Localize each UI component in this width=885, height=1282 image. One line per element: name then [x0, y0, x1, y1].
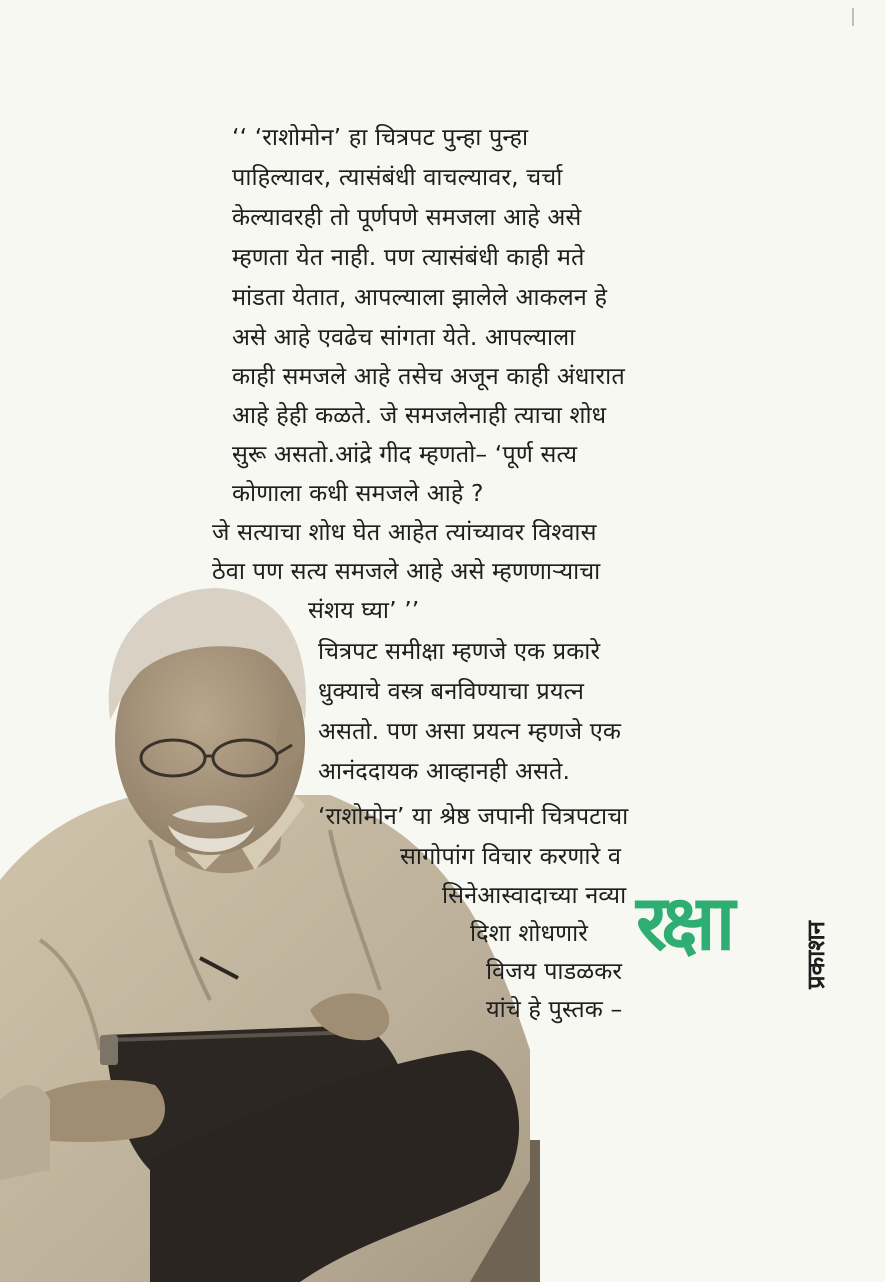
description-line: चित्रपट समीक्षा म्हणजे एक प्रकारे [318, 637, 601, 665]
author-name: विजय पाडळकर [486, 957, 623, 985]
quote-line: कोणाला कधी समजले आहे ? [232, 479, 484, 507]
quote-line: ‘‘ ‘राशोमोन’ हा चित्रपट पुन्हा पुन्हा [232, 123, 529, 151]
quote-line: ठेवा पण सत्य समजले आहे असे म्हणणाऱ्याचा [212, 557, 601, 585]
publisher-logo: रक्षा [636, 878, 730, 967]
quote-line: मांडता येतात, आपल्याला झालेले आकलन हे [232, 283, 608, 311]
description-line: धुक्याचे वस्त्र बनविण्याचा प्रयत्न [318, 677, 585, 705]
quote-line: सुरू असतो.आंद्रे गीद म्हणतो– ‘पूर्ण सत्य [232, 440, 578, 468]
description-line: सागोपांग विचार करणारे व [400, 842, 622, 870]
quote-line: जे सत्याचा शोध घेत आहेत त्यांच्यावर विश्वास [212, 518, 597, 546]
description-line: ‘राशोमोन’ या श्रेष्ठ जपानी चित्रपटाचा [318, 802, 629, 830]
quote-line: केल्यावरही तो पूर्णपणे समजला आहे असे [232, 203, 582, 231]
description-line: यांचे हे पुस्तक – [486, 995, 623, 1023]
description-line: असतो. पण असा प्रयत्न म्हणजे एक [318, 717, 622, 745]
publisher-name: प्रकाशन [802, 921, 830, 989]
quote-line: पाहिल्यावर, त्यासंबंधी वाचल्यावर, चर्चा [232, 163, 563, 191]
quote-attribution-line: संशय घ्या’ ’’ [308, 596, 420, 624]
quote-line: म्हणता येत नाही. पण त्यासंबंधी काही मते [232, 243, 585, 271]
description-line: सिनेआस्वादाच्या नव्या [442, 881, 627, 909]
quote-line: आहे हेही कळते. जे समजलेनाही त्याचा शोध [232, 401, 607, 429]
description-line: दिशा शोधणारे [470, 919, 589, 947]
description-line: आनंददायक आव्हानही असते. [318, 757, 571, 785]
edge-mark [852, 8, 854, 26]
quote-line: काही समजले आहे तसेच अजून काही अंधारात [232, 362, 625, 390]
quote-line: असे आहे एवढेच सांगता येते. आपल्याला [232, 323, 576, 351]
